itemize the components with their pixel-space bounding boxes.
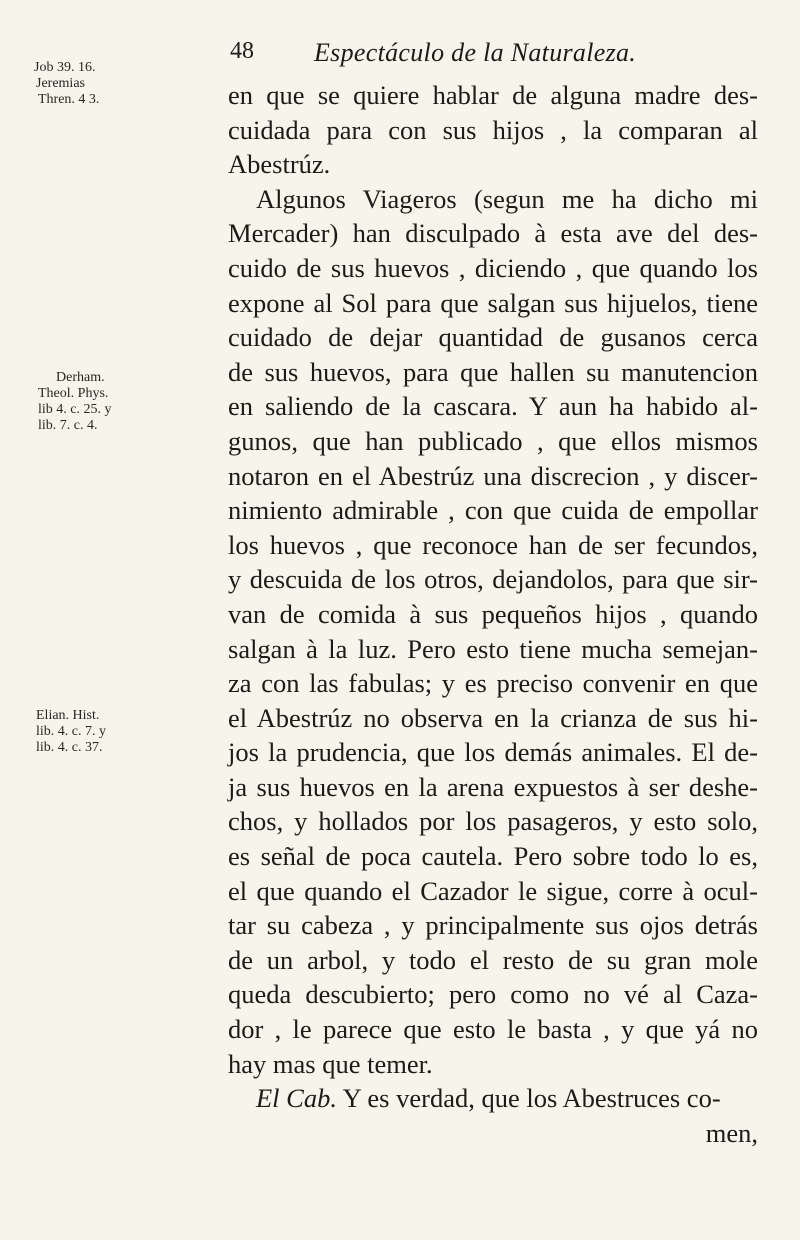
text-line: de un arbol, y todo el resto de su gran mole — [228, 944, 758, 975]
text-line: en saliendo de la cascara. Y aun ha habido al- — [228, 391, 758, 422]
body-text — [228, 78, 758, 1150]
margin-note-job — [18, 60, 206, 108]
margin-note-line: Thren. 4 3. — [38, 92, 100, 107]
margin-note-line: lib. 4. c. 7. y — [36, 724, 106, 739]
text-line: jos la prudencia, que los demás animales. El de- — [228, 737, 758, 768]
text-line: cuidada para con sus hijos , la comparan al — [228, 114, 758, 145]
speaker-label: El Cab. — [256, 1083, 337, 1114]
text-line: dor , le parece que esto le basta , y que yá no — [228, 1014, 758, 1045]
margin-note-line: lib. 4. c. 37. — [36, 740, 103, 755]
margin-note-line: Jeremias — [36, 76, 85, 91]
running-head — [230, 38, 730, 78]
margin-note-elian — [18, 708, 206, 756]
text-line: ja sus huevos en la arena expuestos à ser deshe- — [228, 771, 758, 802]
text-line: es señal de poca cautela. Pero sobre todo lo es, — [228, 841, 758, 872]
text-line: notaron en el Abestrúz una discrecion , y discer- — [228, 460, 758, 491]
running-title: Espectáculo de la Naturaleza. — [314, 38, 637, 67]
text-line: cuido de sus huevos , diciendo , que quando los — [228, 252, 758, 283]
text-line: expone al Sol para que salgan sus hijuelos, tiene — [228, 287, 758, 318]
text-line: Mercader) han disculpado à esta ave del des- — [228, 218, 758, 249]
text-line: za con las fabulas; y es preciso convenir en que — [228, 668, 758, 699]
margin-note-line: lib 4. c. 25. y — [38, 402, 112, 417]
text-line: Abestrúz. — [228, 149, 331, 180]
margin-note-line: Theol. Phys. — [38, 386, 109, 401]
text-line: de sus huevos, para que hallen su manutencion — [228, 356, 758, 387]
catchword: men, — [705, 1117, 758, 1148]
text-line: nimiento admirable , con que cuida de empollar — [228, 495, 758, 526]
margin-note-line: Elian. Hist. — [36, 708, 100, 723]
margin-note-line: Derham. — [56, 370, 105, 385]
text-line: cuidado de dejar quantidad de gusanos cerca — [228, 322, 758, 353]
text-line: el que quando el Cazador le sigue, corre à ocul- — [228, 875, 758, 906]
margin-note-line: lib. 7. c. 4. — [38, 418, 98, 433]
page-number: 48 — [230, 38, 254, 64]
text-line: gunos, que han publicado , que ellos mismos — [228, 425, 758, 456]
text-line: Algunos Viageros (segun me ha dicho mi — [256, 183, 758, 214]
text-line: el Abestrúz no observa en la crianza de sus hi- — [228, 702, 758, 733]
text-line — [228, 1081, 758, 1116]
margin-note-line: Job 39. 16. — [34, 60, 96, 75]
text-line: hay mas que temer. — [228, 1048, 433, 1079]
text-line: queda descubierto; pero como no vé al Caza- — [228, 979, 758, 1010]
text-line: y descuida de los otros, dejandolos, para que sir- — [228, 564, 758, 595]
text-line: chos, y hollados por los pasageros, y esto solo, — [228, 806, 758, 837]
speaker-text: Y es verdad, que los Abestruces co- — [342, 1083, 721, 1114]
text-line: salgan à la luz. Pero esto tiene mucha semejan- — [228, 633, 758, 664]
text-line: tar su cabeza , y principalmente sus ojos detrás — [228, 910, 758, 941]
text-line: van de comida à sus pequeños hijos , quando — [228, 598, 758, 629]
text-line: los huevos , que reconoce han de ser fecundos, — [228, 529, 758, 560]
text-line: en que se quiere hablar de alguna madre des- — [228, 80, 758, 110]
margin-note-derham — [18, 370, 206, 434]
